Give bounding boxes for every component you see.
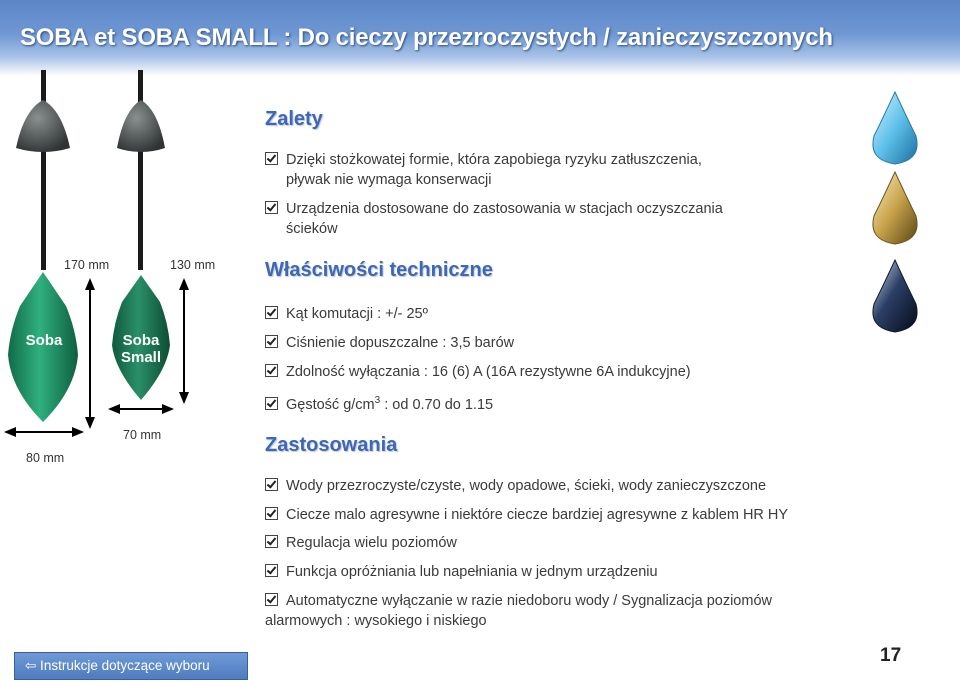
checkbox-icon bbox=[265, 364, 278, 377]
soba-small-label bbox=[118, 332, 164, 366]
checkbox-icon bbox=[265, 593, 278, 606]
advantage-item-2: Urządzenia dostosowane do zastosowania w stacjach oczyszczania ścieków bbox=[265, 199, 723, 239]
soba-label: Soba bbox=[25, 332, 63, 349]
clear-water-droplet-icon bbox=[873, 92, 917, 164]
application-item-2: Ciecze malo agresywne i niektóre ciecze bardziej agresywne z kablem HR HY bbox=[265, 505, 788, 525]
soba-small-weight bbox=[117, 100, 165, 152]
checkbox-icon bbox=[265, 397, 278, 410]
checkbox-icon bbox=[265, 507, 278, 520]
soba-small-label-line2: Small bbox=[120, 349, 162, 366]
checkbox-icon bbox=[265, 152, 278, 165]
technical-item-1: Kąt komutacji : +/- 25º bbox=[265, 304, 428, 324]
dirty-water-droplet-icon bbox=[873, 260, 917, 332]
soba-height-label: 170 mm bbox=[64, 258, 110, 272]
application-item-5: Automatyczne wyłączanie w razie niedoboru wody / Sygnalizacja poziomów alarmowych : wysokiego i niskiego bbox=[265, 593, 772, 629]
soba-small-height-label: 130 mm bbox=[170, 258, 216, 272]
droplet-icons bbox=[860, 90, 930, 340]
soba-width-label: 80 mm bbox=[26, 451, 65, 465]
soba-small-label-line1: Soba bbox=[122, 332, 160, 349]
soba-cable bbox=[41, 70, 46, 270]
checkbox-icon bbox=[265, 335, 278, 348]
title-banner bbox=[0, 0, 960, 76]
soba-small-cable bbox=[138, 70, 143, 270]
selection-instructions-button[interactable]: ⇦ Instrukcje dotyczące wyboru bbox=[14, 652, 248, 680]
checkbox-icon bbox=[265, 564, 278, 577]
checkbox-icon bbox=[265, 478, 278, 491]
technical-item-3: Zdolność wyłączania : 16 (6) A (16A rezystywne 6A indukcyjne) bbox=[265, 362, 691, 382]
technical-item-density: Gęstość $g/cm^3$ : od 0.70 do 1.15 bbox=[265, 391, 493, 415]
checkbox-icon bbox=[265, 201, 278, 214]
oil-droplet-icon bbox=[873, 172, 917, 244]
technical-heading: Właściwości techniczne bbox=[265, 259, 493, 281]
application-item-1: Wody przezroczyste/czyste, wody opadowe, ścieki, wody zanieczyszczone bbox=[265, 476, 766, 496]
soba-small-width-label: 70 mm bbox=[123, 428, 162, 442]
page-title: SOBA et SOBA SMALL : Do cieczy przezroczystych / zanieczyszczonych bbox=[20, 24, 833, 51]
advantage-item-1: Dzięki stożkowatej formie, która zapobiega ryzyku zatłuszczenia, pływak nie wymaga konserwacji bbox=[265, 150, 702, 190]
checkbox-icon bbox=[265, 306, 278, 319]
application-item-4: Funkcja opróżniania lub napełniania w jednym urządzeniu bbox=[265, 562, 658, 582]
application-item-3: Regulacja wielu poziomów bbox=[265, 533, 457, 553]
applications-heading: Zastosowania bbox=[265, 434, 398, 456]
advantages-heading: Zalety bbox=[265, 108, 323, 130]
page-number: 17 bbox=[880, 645, 902, 666]
checkbox-icon bbox=[265, 535, 278, 548]
technical-item-2: Ciśnienie dopuszczalne : 3,5 barów bbox=[265, 333, 514, 353]
soba-weight bbox=[16, 100, 70, 152]
